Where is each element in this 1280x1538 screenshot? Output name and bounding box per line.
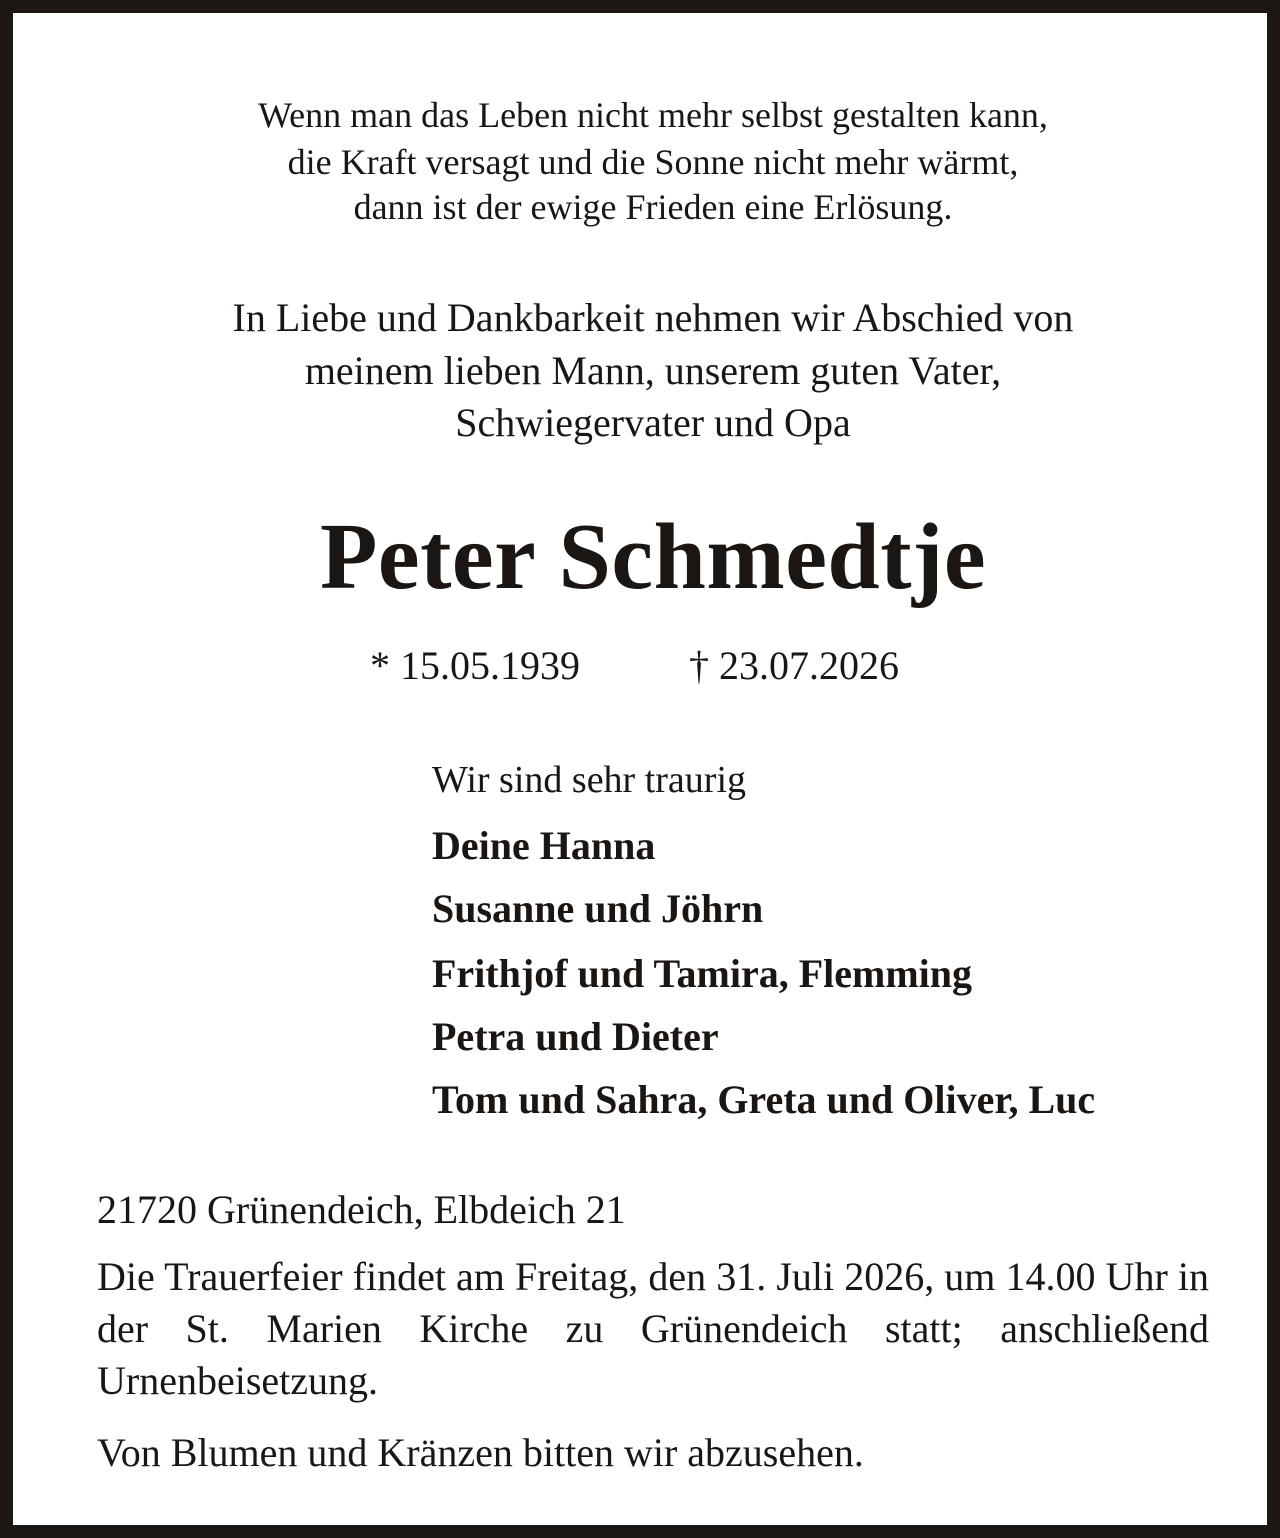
mourner-name: Frithjof und Tamira, Flemming (432, 951, 973, 996)
mourners-lead: Wir sind sehr traurig (432, 759, 747, 801)
birth-date: * 15.05.1939 (370, 643, 580, 688)
mourner-name: Deine Hanna (432, 823, 656, 868)
poem-line-2: die Kraft versagt und die Sonne nicht mehr wärmt, (287, 142, 1019, 182)
intro-line-1: In Liebe und Dankbarkeit nehmen wir Abschied von (232, 295, 1074, 340)
deceased-name: Peter Schmedtje (319, 505, 987, 609)
address: 21720 Grünendeich, Elbdeich 21 (97, 1187, 626, 1232)
mourner-name: Susanne und Jöhrn (432, 886, 764, 931)
intro-line-2: meinem lieben Mann, unserem guten Vater, (304, 348, 1002, 393)
poem-line-1: Wenn man das Leben nicht mehr selbst gestalten kann, (258, 95, 1048, 135)
poem-line-3: dann ist der ewige Frieden eine Erlösung. (353, 187, 953, 227)
service-info: Die Trauerfeier findet am Freitag, den 31. Juli 2026, um 14.00 Uhr in der St. Marien Kirche zu Grünendeich statt; anschließend Urnenbeisetzung. (97, 1254, 1209, 1403)
death-date: † 23.07.2026 (689, 643, 899, 688)
mourner-name: Petra und Dieter (432, 1014, 719, 1059)
flowers-note: Von Blumen und Kränzen bitten wir abzusehen. (97, 1430, 864, 1475)
mourner-name: Tom und Sahra, Greta und Oliver, Luc (432, 1077, 1096, 1122)
intro-line-3: Schwiegervater und Opa (455, 400, 851, 445)
